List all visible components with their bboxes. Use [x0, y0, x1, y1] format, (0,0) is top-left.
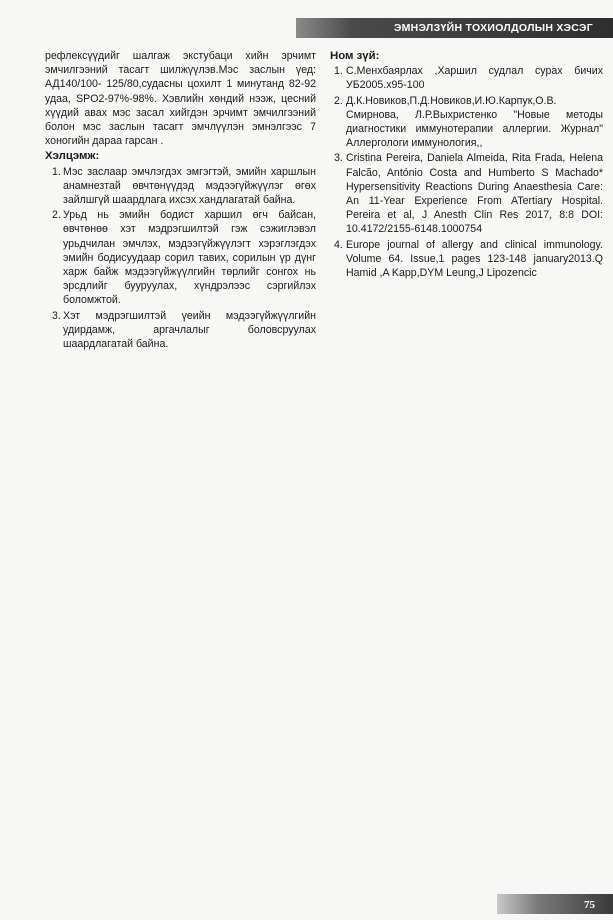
reference-item — [330, 94, 603, 151]
references-heading: Ном зүй: — [330, 50, 380, 62]
discussion-item-text: Мэс заслаар эмчлэгдэх эмгэгтэй, эмийн харшлын анамнезтай өвчтөнүүдэд мэдээгүйжүүлэг өгөх зайлшгүй шаардлага ихсэх хандлагатай байна. — [63, 165, 316, 207]
discussion-item-text: Урьд нь эмийн бодист харшил өгч байсан, өвчтөнөө хэт мэдрэгшилтэй гэж сэжиглэвэл урьдчилан эмчлэх, мэдээгүйжүүлэгт хэрэглэгдэх эмийн бодисуудаар сорил тавих, сорилын үр дүнг харж байж мэдээгүйжүүлгийн төрлийг сонгох нь эрсдлийг бууруулах, хүндрэлээс сэргийлэх боломжтой. — [63, 209, 316, 307]
reference-text: Cristina Pereira, Daniela Almeida, Rita Frada, Helena Falcão, António Costa and Humberto S Machado* Hypersensitivity Reactions During Anaesthesia Care: An 11-Year Experience From ATertiary Hospital. Pereira et al, J Anesth Clin Res 2017, 8:8 DOI: 10.4172/2155-6148.1000754 — [346, 152, 603, 236]
reference-number: 1. — [334, 65, 343, 78]
discussion-item — [45, 165, 316, 208]
page-number: 75 — [584, 899, 595, 911]
discussion-item-number: 3. — [52, 309, 61, 322]
reference-number: 4. — [334, 238, 343, 251]
right-column — [330, 49, 603, 281]
running-header-title: ЭМНЭЛЗҮЙН ТОХИОЛДОЛЫН ХЭСЭГ — [393, 22, 593, 34]
reference-number: 2. — [334, 94, 343, 107]
discussion-list — [45, 165, 316, 352]
footer-band — [497, 894, 613, 914]
discussion-item — [45, 208, 316, 307]
reference-text: Europe journal of allergy and clinical immunology. Volume 64. Issue,1 pages 123-148 january2013.Q Hamid ,A Kapp,DYM Leung,J Lipozencic — [346, 238, 603, 280]
discussion-item — [45, 309, 316, 352]
discussion-item-text: Хэт мэдрэгшилтэй үеийн мэдээгүйжүүлгийн удирдамж, аргачлалыг боловсруулах шаардлагатай байна. — [63, 309, 316, 351]
reference-number: 3. — [334, 152, 343, 165]
reference-text: Д.К.Новиков,П.Д.Новиков,И.Ю.Карпук,О.В. Смирнова, Л.Р.Выхристенко "Новые методы диагностики иммунотерапии аллергии. Журнал" Аллергологи иммунология,, — [346, 94, 603, 150]
discussion-item-number: 1. — [52, 165, 61, 178]
intro-paragraph: рефлексүүдийг шалгаж экстубаци хийн эрчимт эмчилгээний тасагт шилжүүлэв.Мэс заслын үед: АД140/100- 125/80,судасны цохилт 1 минутанд 82-92 удаа, SPO2-97%-98%. Хэвлийн хөндий нээж, цесний хүүдий авах мэс засал хийгдэн эрчимт эмчилгээний болон мэс заслын тасагт эмчлүүлэн эмнэлгээс 7 хоногийн дараа гарсан . — [45, 50, 316, 148]
reference-item — [330, 238, 603, 281]
left-column — [45, 49, 316, 352]
discussion-heading: Хэлцэмж: — [45, 150, 100, 163]
reference-item — [330, 64, 603, 92]
discussion-item-number: 2. — [52, 209, 61, 222]
reference-item — [330, 151, 603, 236]
reference-text: С.Менхбаярлах ,Харшил судлал сурах бичих УБ2005.х95-100 — [346, 65, 603, 92]
references-list — [330, 64, 603, 280]
